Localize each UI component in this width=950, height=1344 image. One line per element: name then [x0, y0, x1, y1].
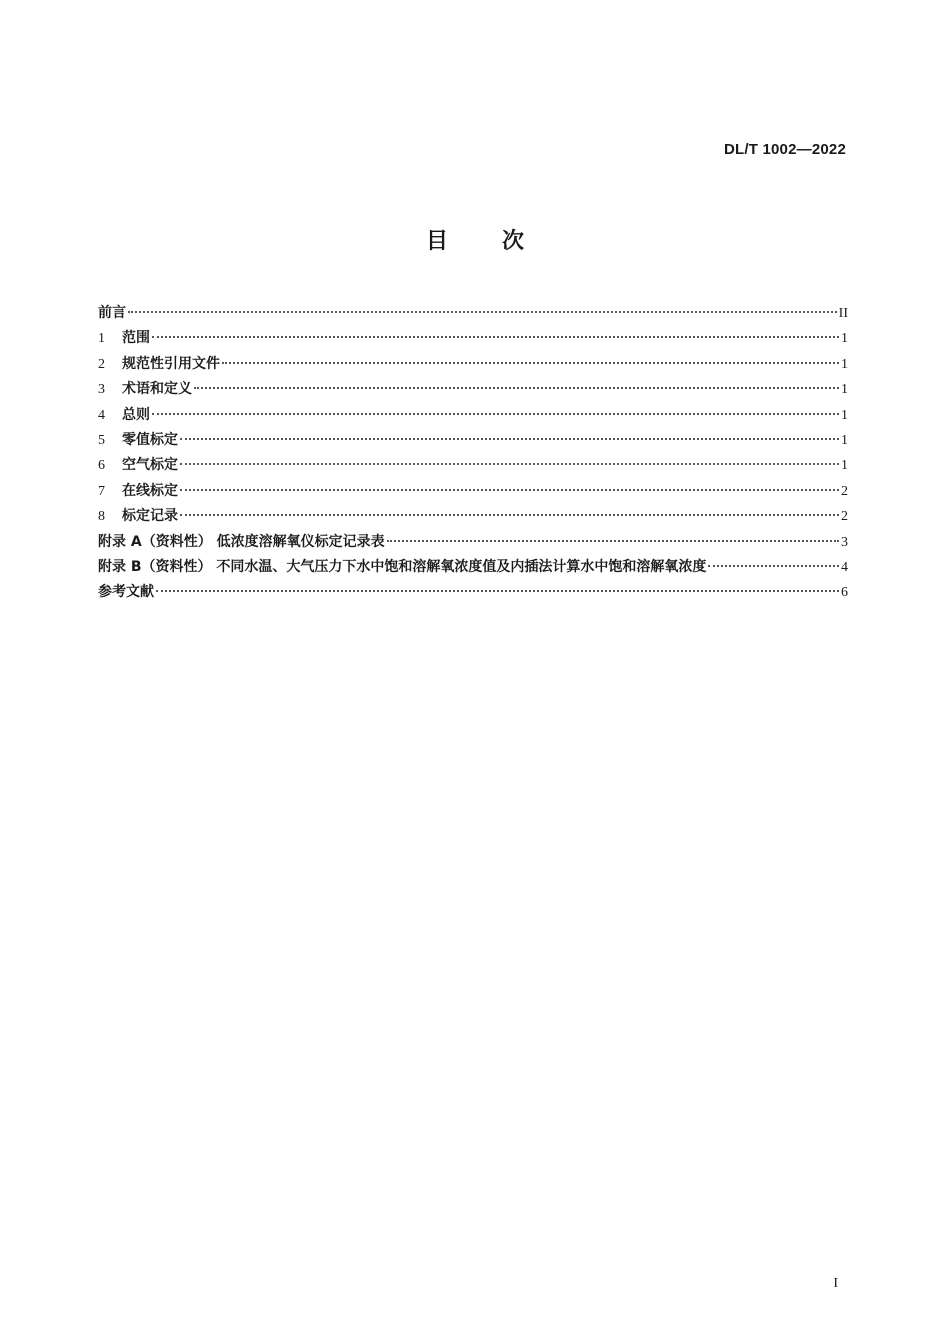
- toc-entry-3[interactable]: [98, 378, 848, 403]
- toc-leader-dots: [387, 540, 839, 542]
- toc-leader-dots: [194, 387, 839, 389]
- page-title: 目次: [425, 229, 578, 254]
- toc-leader-dots: [156, 590, 839, 592]
- toc-entry-number: 6: [98, 458, 105, 474]
- toc-leader-dots: [152, 413, 839, 415]
- toc-entry-label: 前言: [98, 305, 126, 321]
- page-number: I: [833, 1276, 838, 1291]
- toc-entry-appendix-b[interactable]: [98, 556, 848, 581]
- toc-leader-dots: [222, 362, 839, 364]
- toc-entry-appendix-a[interactable]: [98, 531, 848, 556]
- toc-entry-label: 在线标定: [122, 482, 178, 499]
- toc-entry-6[interactable]: [98, 454, 848, 479]
- toc-entry-page: 3: [841, 534, 848, 550]
- toc-entry-number: 3: [98, 382, 105, 398]
- toc-entry-page: 1: [841, 432, 848, 448]
- toc-entry-5[interactable]: [98, 429, 848, 454]
- toc-leader-dots: [128, 311, 837, 313]
- toc-entry-8[interactable]: [98, 505, 848, 530]
- toc-entry-7[interactable]: [98, 480, 848, 505]
- toc-entry-4[interactable]: [98, 404, 848, 429]
- toc-leader-dots: [708, 565, 839, 567]
- toc-entry-number: 8: [98, 509, 105, 525]
- toc-leader-dots: [180, 514, 839, 516]
- toc-entry-number: 2: [98, 356, 105, 372]
- toc-entry-label: 附录 A（资料性） 低浓度溶解氧仪标定记录表: [98, 533, 385, 550]
- toc-entry-page: II: [838, 306, 848, 321]
- toc-entry-page: 1: [841, 382, 848, 398]
- toc-entry-number: 1: [98, 331, 105, 347]
- toc-entry-label: 附录 B（资料性） 不同水温、大气压力下水中饱和溶解氧浓度值及内插法计算水中饱和溶解氧浓度: [98, 558, 707, 575]
- toc-leader-dots: [152, 336, 839, 338]
- toc-entry-page: 1: [841, 458, 848, 474]
- toc-entry-page: 1: [841, 331, 848, 347]
- toc-entry-page: 1: [841, 356, 848, 372]
- toc-entry-references[interactable]: [98, 581, 848, 606]
- toc-entry-number: 5: [98, 432, 105, 448]
- toc-leader-dots: [180, 489, 839, 491]
- toc-entry-label: 零值标定: [122, 431, 178, 448]
- toc-entry-label: 规范性引用文件: [122, 355, 220, 372]
- toc-entry-foreword[interactable]: [98, 302, 848, 327]
- toc-entry-2[interactable]: [98, 353, 848, 378]
- toc-entry-label: 标定记录: [122, 508, 178, 525]
- toc-entry-page: 2: [841, 509, 848, 525]
- toc-entry-number: 7: [98, 483, 105, 499]
- document-code: DL/T 1002—2022: [723, 141, 846, 158]
- toc-entry-page: 1: [841, 407, 848, 423]
- toc-leader-dots: [180, 438, 839, 440]
- toc-entry-label: 参考文献: [98, 584, 154, 601]
- toc-entry-number: 4: [98, 407, 105, 423]
- toc-entry-label: 总则: [122, 406, 150, 423]
- toc-entry-1[interactable]: [98, 327, 848, 352]
- toc-leader-dots: [180, 463, 839, 465]
- toc-entry-label: 范围: [122, 330, 150, 347]
- toc-entry-label: 术语和定义: [122, 381, 192, 398]
- toc-entry-page: 4: [841, 559, 848, 575]
- table-of-contents: [98, 302, 848, 607]
- toc-entry-page: 2: [841, 483, 848, 499]
- toc-entry-page: 6: [841, 585, 848, 601]
- toc-entry-label: 空气标定: [122, 457, 178, 474]
